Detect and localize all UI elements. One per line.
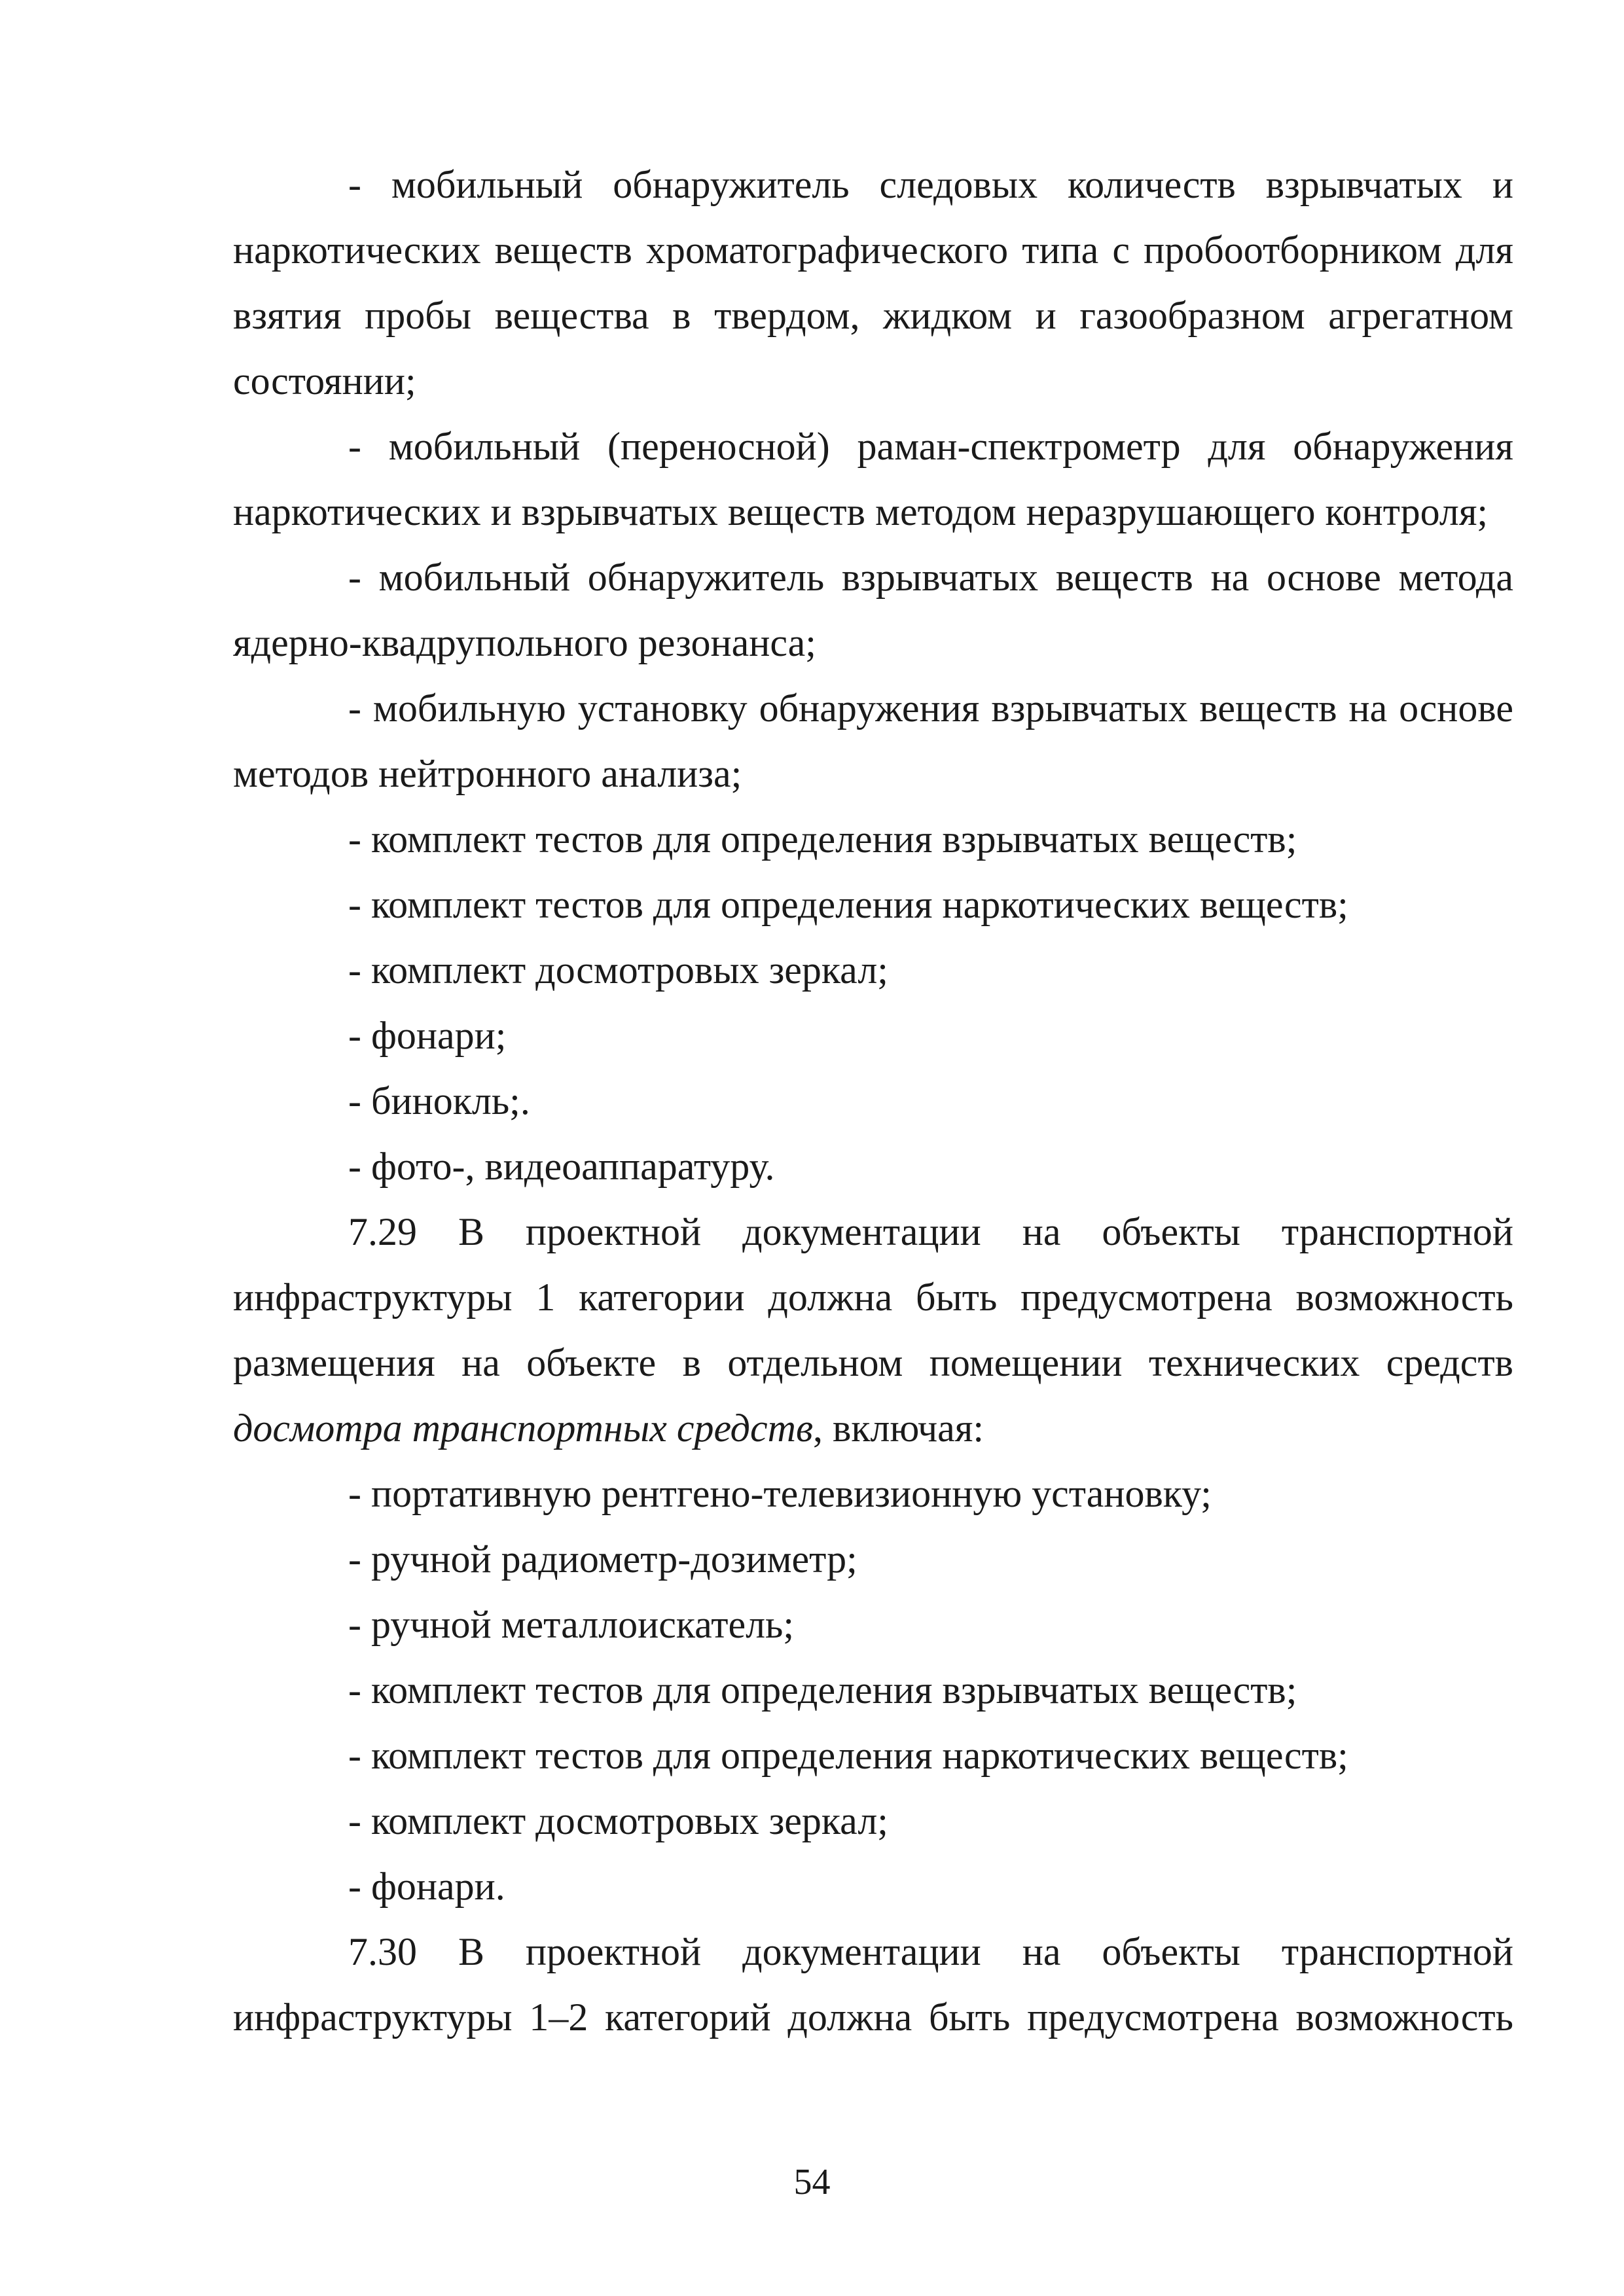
list-item: - комплект тестов для определения наркотических веществ; bbox=[348, 1734, 1348, 1777]
list-item: - фонари; bbox=[348, 1014, 507, 1057]
text-line: инфраструктуры 1–2 категорий должна быть предусмотрена возможность bbox=[233, 1996, 1513, 2039]
list-item: - фонари. bbox=[348, 1865, 505, 1908]
section-7-30-line: 7.30 В проектной документации на объекты транспортной bbox=[348, 1930, 1513, 1973]
text-line: - мобильный (переносной) раман-спектрометр для обнаружения bbox=[348, 425, 1513, 468]
document-body bbox=[233, 152, 1513, 2050]
list-item: - комплект досмотровых зеркал; bbox=[348, 948, 888, 992]
list-item: - комплект тестов для определения взрывчатых веществ; bbox=[348, 1668, 1297, 1712]
text-line: наркотических веществ хроматографического типа с пробоотборником для bbox=[233, 228, 1513, 272]
list-item: - ручной радиометр-дозиметр; bbox=[348, 1537, 857, 1581]
list-item: - комплект досмотровых зеркал; bbox=[348, 1799, 888, 1842]
section-7-29-line: 7.29 В проектной документации на объекты транспортной bbox=[348, 1210, 1513, 1253]
list-item: - бинокль;. bbox=[348, 1079, 530, 1122]
page-number: 54 bbox=[793, 2162, 831, 2202]
text-line: - мобильный обнаружитель взрывчатых веществ на основе метода bbox=[348, 556, 1513, 599]
text-line: состоянии; bbox=[233, 359, 416, 403]
list-item: - фото-, видеоаппаратуру. bbox=[348, 1145, 775, 1188]
text-line: наркотических и взрывчатых веществ методом неразрушающего контроля; bbox=[233, 490, 1489, 533]
text-line: методов нейтронного анализа; bbox=[233, 752, 742, 795]
text-line: ядерно-квадрупольного резонанса; bbox=[233, 621, 816, 664]
list-item: - портативную рентгено-телевизионную установку; bbox=[348, 1472, 1212, 1515]
text-line: - мобильную установку обнаружения взрывчатых веществ на основе bbox=[348, 687, 1513, 730]
list-item: - ручной металлоискатель; bbox=[348, 1603, 795, 1646]
text-line: взятия пробы вещества в твердом, жидком и газообразном агрегатном bbox=[233, 294, 1513, 337]
list-item: - комплект тестов для определения взрывчатых веществ; bbox=[348, 817, 1297, 861]
text-line: инфраструктуры 1 категории должна быть предусмотрена возможность bbox=[233, 1276, 1513, 1319]
text-line: размещения на объекте в отдельном помещении технических средств bbox=[233, 1341, 1513, 1384]
text-line bbox=[233, 1395, 1513, 1461]
text-line: - мобильный обнаружитель следовых количеств взрывчатых и bbox=[348, 163, 1513, 206]
list-item: - комплект тестов для определения наркотических веществ; bbox=[348, 883, 1348, 926]
text-fragment: , включая: bbox=[813, 1407, 984, 1450]
italic-phrase: досмотра транспортных средств bbox=[233, 1407, 814, 1450]
